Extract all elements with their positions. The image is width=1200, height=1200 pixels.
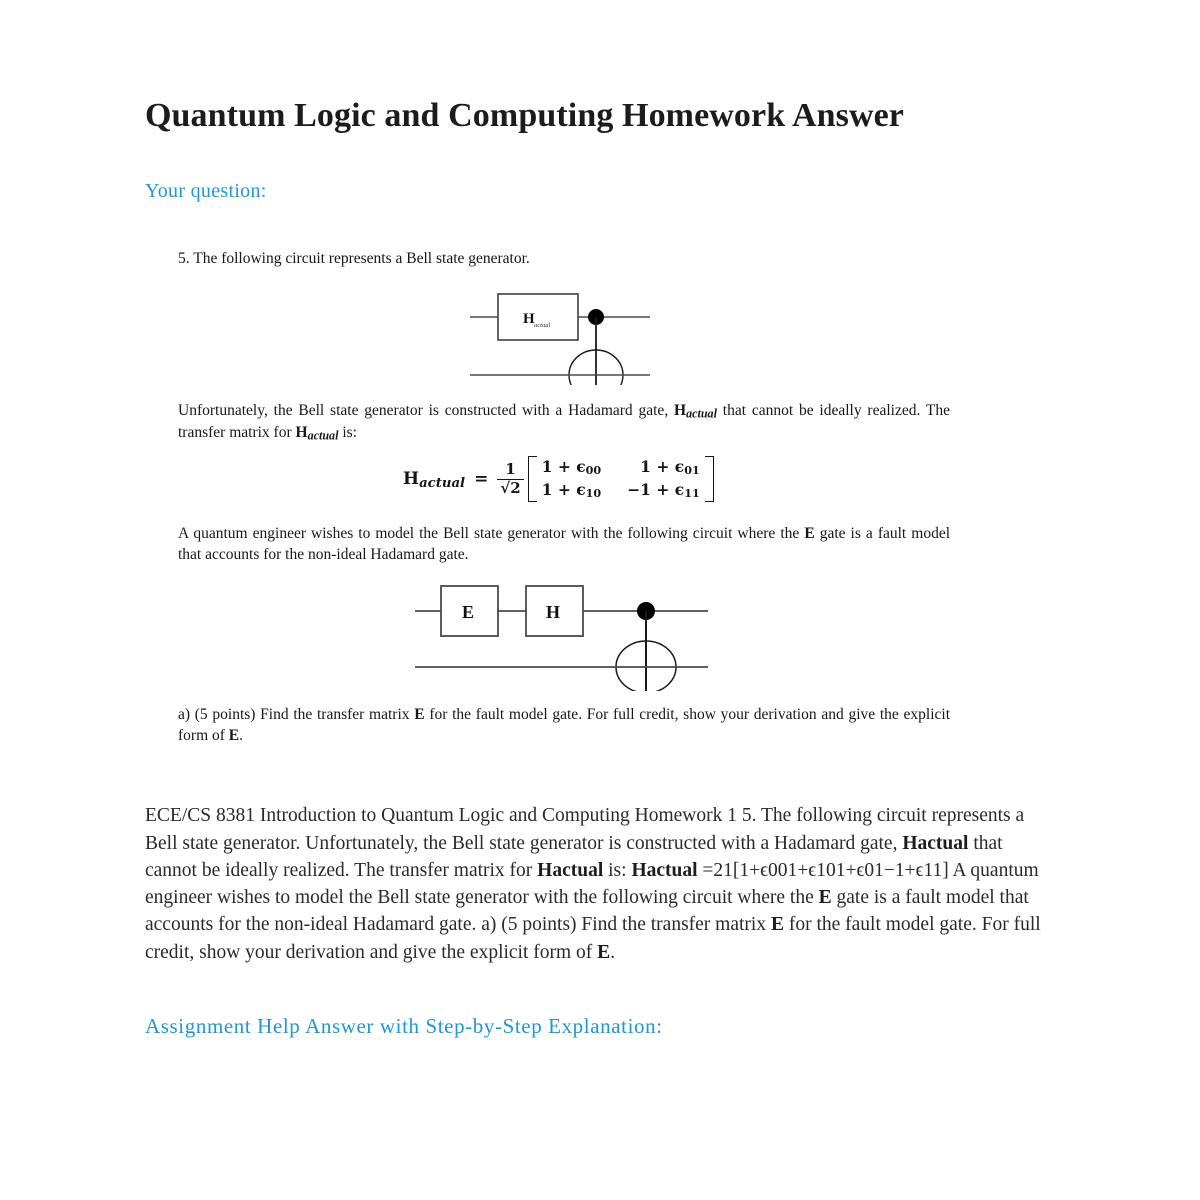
matrix-bracket-left — [528, 456, 537, 502]
transcript-bold-4: E — [818, 887, 832, 909]
gate-label-h: H — [523, 311, 535, 328]
qp1-before: Unfortunately, the Bell state generator is constructed with a Hadamard gate, — [178, 402, 675, 420]
transcript-part-7: . — [610, 941, 616, 963]
qp3-middle: for the fault model gate. For full credit, show your derivation and give the explicit form of — [178, 706, 950, 744]
qp1-gate-symbol: H — [674, 402, 687, 420]
question-figure — [178, 249, 978, 746]
transcript-part-3: is: — [603, 859, 632, 881]
transfer-matrix-formula-row — [178, 456, 978, 512]
bell-state-circuit-diagram — [178, 285, 978, 385]
matrix-cell-11-text: −1 + ϵ — [627, 479, 685, 499]
page-title: Quantum Logic and Computing Homework Answer — [145, 97, 904, 134]
qp1-middle: that cannot be ideally realized. The transfer matrix for — [178, 402, 950, 441]
qp2-before: A quantum engineer wishes to model the Bell state generator with the following circuit where the — [178, 525, 805, 543]
qp3-before: a) (5 points) Find the transfer matrix — [178, 706, 415, 724]
formula-lhs-subscript: actual — [419, 475, 466, 491]
formula-equals: = — [474, 469, 489, 490]
matrix-cell-00-text: 1 + ϵ — [541, 457, 586, 477]
question-paragraph-1 — [178, 401, 950, 444]
section-heading-assignment-help-answer: Assignment Help Answer with Step-by-Step Explanation: — [145, 1014, 663, 1039]
qp3-gate-symbol-2: E — [228, 726, 240, 744]
section-heading-your-question: Your question: — [145, 180, 267, 203]
matrix-cells — [537, 456, 705, 502]
question-intro-text: 5. The following circuit represents a Bell state generator. — [178, 250, 530, 268]
transcript-bold-6: E — [597, 941, 611, 963]
question-paragraph-3 — [178, 705, 950, 746]
transcript-bold-1: Hactual — [902, 832, 969, 854]
matrix-cell-11 — [627, 480, 700, 501]
transcript-part-2: that cannot be ideally realized. The transfer matrix for — [145, 832, 1003, 881]
transcript-part-5: gate is a fault model that accounts for the non-ideal Hadamard gate. a) (5 points) Find the transfer matrix — [145, 887, 1029, 936]
transcript-part-6: for the fault model gate. For full credit, show your derivation and give the explicit form of — [145, 914, 1041, 963]
formula-matrix — [528, 456, 714, 502]
qp1-gate-subscript-2: actual — [307, 428, 339, 443]
transcript-bold-3: Hactual — [631, 859, 698, 881]
circuit-2-svg — [178, 579, 978, 691]
qp1-gate-subscript: actual — [686, 406, 717, 421]
formula-fraction — [497, 462, 523, 497]
transcript-bold-5: E — [770, 914, 784, 936]
circuit-1-svg — [178, 285, 978, 385]
fault-model-circuit-diagram — [178, 579, 978, 691]
qp1-gate-symbol-2: H — [295, 423, 308, 441]
gate-box-h-actual — [498, 294, 578, 340]
formula-lhs — [403, 469, 465, 491]
document-content — [145, 96, 1055, 1039]
matrix-cell-01-text: 1 + ϵ — [640, 457, 685, 477]
transfer-matrix-formula — [403, 456, 714, 502]
question-transcript-paragraph — [145, 802, 1055, 966]
qp2-after: gate is a fault model that accounts for the non-ideal Hadamard gate. — [178, 525, 951, 563]
transcript-bold-2: Hactual — [537, 859, 604, 881]
matrix-cell-10-text: 1 + ϵ — [541, 479, 586, 499]
qp3-after: . — [239, 726, 244, 744]
qp3-gate-symbol: E — [414, 706, 425, 724]
matrix-bracket-right — [705, 456, 714, 502]
qp1-after: is: — [338, 423, 357, 441]
gate-label-h2: H — [546, 602, 561, 623]
question-paragraph-2 — [178, 524, 950, 565]
matrix-cell-00-sub: 00 — [585, 464, 602, 478]
gate-label-h-subscript: actual — [534, 322, 551, 330]
matrix-cell-11-sub: 11 — [684, 487, 700, 501]
fraction-numerator: 1 — [505, 460, 516, 479]
transcript-part-1: ECE/CS 8381 Introduction to Quantum Logic and Computing Homework 1 5. The following circuit represents a Bell state generator. Unfortunately, the Bell state generator is constructed with a Hadamard gate, — [145, 805, 1025, 854]
formula-lhs-symbol: H — [403, 468, 420, 489]
matrix-cell-10 — [542, 480, 602, 501]
matrix-cell-00 — [542, 457, 602, 478]
matrix-cell-10-sub: 10 — [585, 487, 602, 501]
qp2-gate-symbol: E — [804, 525, 815, 543]
fraction-denominator: √2 — [497, 479, 523, 497]
gate-label-e: E — [462, 602, 475, 623]
matrix-cell-01 — [627, 457, 700, 478]
matrix-cell-01-sub: 01 — [684, 464, 700, 478]
transcript-part-4: =21[1+ϵ001+ϵ101+ϵ01−1+ϵ11] A quantum engineer wishes to model the Bell state generator with the following circuit where the — [145, 859, 1039, 909]
